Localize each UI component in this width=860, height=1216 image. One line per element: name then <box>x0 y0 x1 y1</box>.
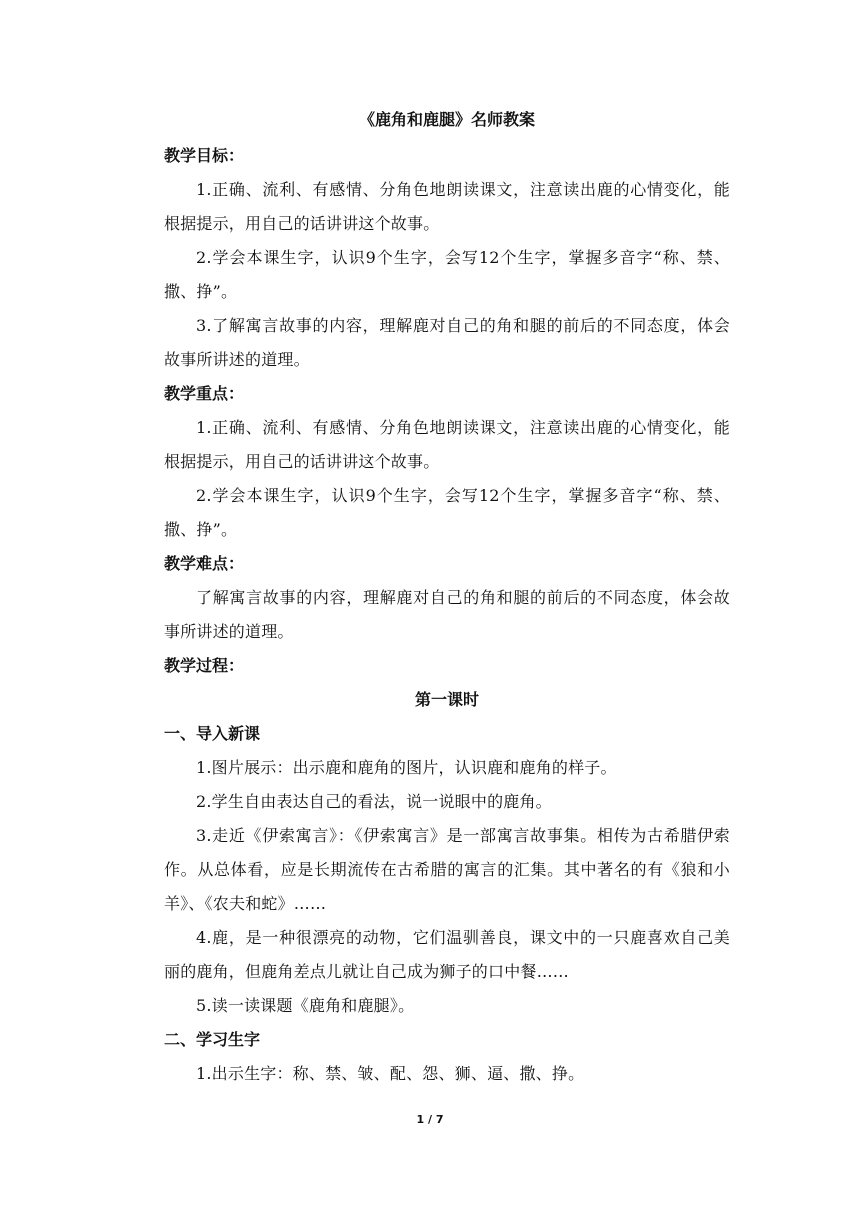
intro-item-1: 1.图片展示：出示鹿和鹿角的图片，认识鹿和鹿角的样子。 <box>196 758 617 777</box>
part-heading-intro: 一、导入新课 <box>164 724 261 743</box>
section-heading-key-points: 教学重点： <box>164 384 245 403</box>
section-heading-difficulties: 教学难点： <box>164 554 245 573</box>
lesson-title: 第一课时 <box>414 690 479 709</box>
goal-item-2: 2.学会本课生字，认识9个生字，会写12个生字，掌握多音字“称、禁、撒、挣”。 <box>164 248 730 301</box>
difficulty-item-1: 了解寓言故事的内容，理解鹿对自己的角和腿的前后的不同态度，体会故事所讲述的道理。 <box>164 588 730 641</box>
intro-item-5: 5.读一读课题《鹿角和鹿腿》。 <box>196 996 415 1015</box>
key-point-item-1: 1.正确、流利、有感情、分角色地朗读课文，注意读出鹿的心情变化，能根据提示，用自己的话讲讲这个故事。 <box>164 418 730 471</box>
characters-item-1: 1.出示生字：称、禁、皱、配、怨、狮、逼、撒、挣。 <box>196 1064 585 1083</box>
section-heading-process: 教学过程： <box>164 656 245 675</box>
goal-item-1: 1.正确、流利、有感情、分角色地朗读课文，注意读出鹿的心情变化，能根据提示，用自己的话讲讲这个故事。 <box>164 180 730 233</box>
intro-item-4: 4.鹿，是一种很漂亮的动物，它们温驯善良，课文中的一只鹿喜欢自己美丽的鹿角，但鹿角差点儿就让自己成为狮子的口中餐…… <box>164 928 730 981</box>
document-title: 《鹿角和鹿腿》名师教案 <box>358 110 535 129</box>
part-heading-characters: 二、学习生字 <box>164 1030 261 1049</box>
intro-item-3: 3.走近《伊索寓言》：《伊索寓言》是一部寓言故事集。相传为古希腊伊索作。从总体看，应是长期流传在古希腊的寓言的汇集。其中著名的有《狼和小羊》、《农夫和蛇》…… <box>164 826 730 913</box>
goal-item-3: 3.了解寓言故事的内容，理解鹿对自己的角和腿的前后的不同态度，体会故事所讲述的道理。 <box>164 316 730 369</box>
page-number: 1 / 7 <box>416 1113 444 1126</box>
intro-item-2: 2.学生自由表达自己的看法，说一说眼中的鹿角。 <box>196 792 552 811</box>
document-body <box>164 103 730 1091</box>
section-heading-goals: 教学目标： <box>164 146 245 165</box>
key-point-item-2: 2.学会本课生字，认识9个生字，会写12个生字，掌握多音字“称、禁、撒、挣”。 <box>164 486 730 539</box>
